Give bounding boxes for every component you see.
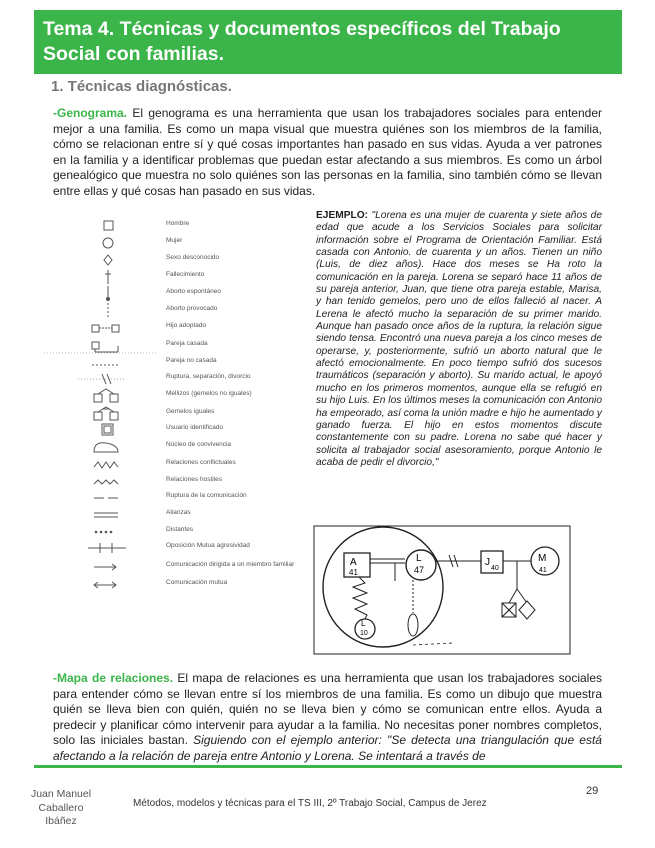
adopted-icon — [78, 320, 138, 336]
legend-item — [38, 439, 310, 455]
node-juan-letter: J — [485, 557, 490, 568]
genograma-term: -Genograma. — [53, 106, 128, 120]
genograma-text: El genograma es una herramienta que usan los trabajadores sociales para entender mejor a una familia. Es como un mapa visual que muestra quiénes son los miembros de la familia, cómo se relacionan entre sí y qué cosas importantes han pasado en sus vidas. Ayuda a ver patrones en la familia y a identificar problemas que puedan estar afectando a sus miembros. Es como un árbol genealógico que muestra no solo quiénes son las personas en la familia, sino también cómo se llevan entre ellas y qué cosas han pasado en sus vidas. — [53, 106, 602, 198]
divorce-icon — [78, 371, 138, 387]
legend-item — [38, 474, 310, 490]
legend-label: Aborto provocado — [166, 305, 218, 312]
legend-label: Usuario identificado — [166, 424, 224, 431]
circle-icon — [78, 235, 138, 251]
legend-item — [38, 371, 310, 387]
legend-label: Mellizos (gemelos no iguales) — [166, 390, 252, 397]
legend-item — [38, 218, 310, 234]
legend-item — [38, 457, 310, 473]
legend-item — [38, 388, 310, 404]
household-icon — [78, 439, 138, 455]
node-luis — [355, 619, 375, 639]
legend-label: Oposición Mutua agresividad — [166, 542, 250, 549]
node-lorena — [406, 550, 436, 580]
legend-label: Fallecimiento — [166, 271, 205, 278]
node-lorena-letter: L — [416, 553, 422, 564]
mapa-italic: Siguiendo con el ejemplo anterior: "Se detecta una triangulación que está afectando a la relación de pareja entre Antonio y Lorena. Se intentará a través de — [53, 733, 602, 763]
mapa-paragraph — [53, 671, 602, 765]
node-luis-letter: L — [361, 619, 366, 628]
footer-author: Juan Manuel Caballero Ibáñez — [30, 788, 92, 827]
legend-label: Comunicación mutua — [166, 579, 228, 586]
legend-item — [38, 524, 310, 540]
genograma-paragraph — [53, 106, 602, 200]
legend-item — [38, 507, 310, 523]
legend-item — [38, 338, 310, 354]
legend-item — [38, 406, 310, 422]
twins-icon — [78, 388, 138, 404]
page-title: Tema 4. Técnicas y documentos específicos del Trabajo Social con familias. — [43, 18, 561, 65]
legend-label: Gemelos iguales — [166, 408, 215, 415]
node-luis-age: 10 — [360, 630, 368, 637]
legend-label: Alianzas — [166, 509, 191, 516]
node-lorena-age: 47 — [414, 565, 425, 575]
footer-divider — [34, 765, 622, 768]
arrow-icon — [78, 559, 138, 575]
legend-label: Comunicación dirigida a un miembro familiar — [166, 561, 295, 568]
example-body: "Lorena es una mujer de cuarenta y siete años de edad que acude a los Servicios Sociales para solicitar información sobre el Programa de Orientación Familiar. Está casada con Antonio. de cuarenta y un años. Tienen un niño (Luis, de diez años). Hace dos meses se Ha roto la comunicación en la pareja. Lorena se separó hace 11 años de su pareja anterior, Juan, que tiene otra pareja estable, Marisa, y han tenido gemelos, pero uno de ellos falleció al nacer. A Lerena le afectó mucho la separación de su primer marido. Aunque han pasado once años de la ruptura, la relación sigue siendo tensa. Encontró una nueva pareja a los cinco meses de operarse, y, posteriormente, sufrió un aborto natural que le afectó emocionalmente. En poco tiempo sufrió dos sucesos traumáticos (separación y aborto). Su marido actual, le apoyó mucho en los primeros momentos, aunque ella se refugió en su hijo Luis. En los últimos meses la comunicación con Antonio ha empeorado, así coma la unión madre e hijo he aumentado y ganado fuerza. El hijo en estos momentos discute constantemente con su padre. Lorena no sabe qué hacer y solicita al trabajador social asesoramiento, porque Antonio le acaba de pedir el divorcio," — [316, 210, 602, 468]
genogram-legend — [38, 207, 310, 585]
double-arrow-icon — [78, 577, 138, 593]
legend-item — [38, 269, 310, 285]
legend-label: Ruptura, separación, divorcio — [166, 373, 251, 380]
alliance-icon — [78, 507, 138, 523]
mapa-text: El mapa de relaciones es una herramienta que usan los trabajadores sociales para entender cómo se llevan entre sí los miembros de una familia. Es como un dibujo que muestra quién se lleva bien con quién, quién no se lleva bien y cómo se comunican entre ellos. Ayuda a predecir y planificar cómo intervenir para ayudar a la familia. No necesitas poner nombres completos, solo las iniciales bastan. — [53, 671, 603, 748]
legend-item — [38, 559, 310, 575]
dot-line-icon — [78, 286, 138, 302]
legend-item — [38, 540, 310, 556]
node-juan — [481, 551, 503, 573]
legend-label: Sexo desconocido — [166, 254, 220, 261]
node-marisa-letter: M — [538, 553, 547, 564]
opposition-icon — [78, 540, 138, 556]
diamond-icon — [78, 252, 138, 268]
legend-label: Hijo adoptado — [166, 322, 207, 329]
example-text — [316, 210, 602, 469]
legend-item — [38, 577, 310, 593]
legend-label: Mujer — [166, 237, 183, 244]
legend-label: Núcleo de convivencia — [166, 441, 232, 448]
legend-item — [38, 252, 310, 268]
footer-course: Métodos, modelos y técnicas para el TS III, 2º Trabajo Social, Campus de Jerez — [133, 798, 487, 809]
legend-label: Relaciones hostiles — [166, 476, 223, 483]
legend-label: Relaciones conflictuales — [166, 459, 236, 466]
legend-label: Pareja casada — [166, 340, 208, 347]
mapa-term: -Mapa de relaciones. — [53, 671, 174, 685]
page-number: 29 — [586, 785, 599, 797]
hostile-icon — [78, 474, 138, 490]
node-antonio-letter: A — [350, 557, 357, 568]
conflict-icon — [78, 457, 138, 473]
genogram-diagram — [313, 525, 571, 655]
title-banner — [34, 10, 622, 74]
legend-item — [38, 286, 310, 302]
example-label: EJEMPLO: — [316, 210, 369, 221]
node-marisa — [531, 547, 559, 575]
legend-item — [38, 303, 310, 319]
cutoff-icon — [78, 490, 138, 506]
index-person-icon — [78, 422, 138, 438]
section-heading: 1. Técnicas diagnósticas. — [51, 78, 232, 95]
unmarried-icon — [78, 355, 138, 371]
legend-label: Pareja no casada — [166, 357, 217, 364]
cross-icon — [78, 269, 138, 285]
node-juan-age: 40 — [491, 565, 499, 572]
legend-label: Ruptura de la comunicación — [166, 492, 247, 499]
married-icon — [78, 338, 138, 354]
legend-label: Distantes — [166, 526, 194, 533]
distant-icon — [78, 524, 138, 540]
node-marisa-age: 41 — [539, 567, 547, 574]
legend-item — [38, 235, 310, 251]
dash-line-icon — [78, 303, 138, 319]
node-antonio — [344, 553, 370, 577]
node-antonio-age: 41 — [349, 568, 358, 577]
legend-item — [38, 490, 310, 506]
legend-label: Hombre — [166, 220, 190, 227]
square-icon — [78, 218, 138, 234]
legend-label: Aborto espontáneo — [166, 288, 221, 295]
legend-item — [38, 320, 310, 336]
legend-item — [38, 355, 310, 371]
identical-twins-icon — [78, 406, 138, 422]
legend-item — [38, 422, 310, 438]
